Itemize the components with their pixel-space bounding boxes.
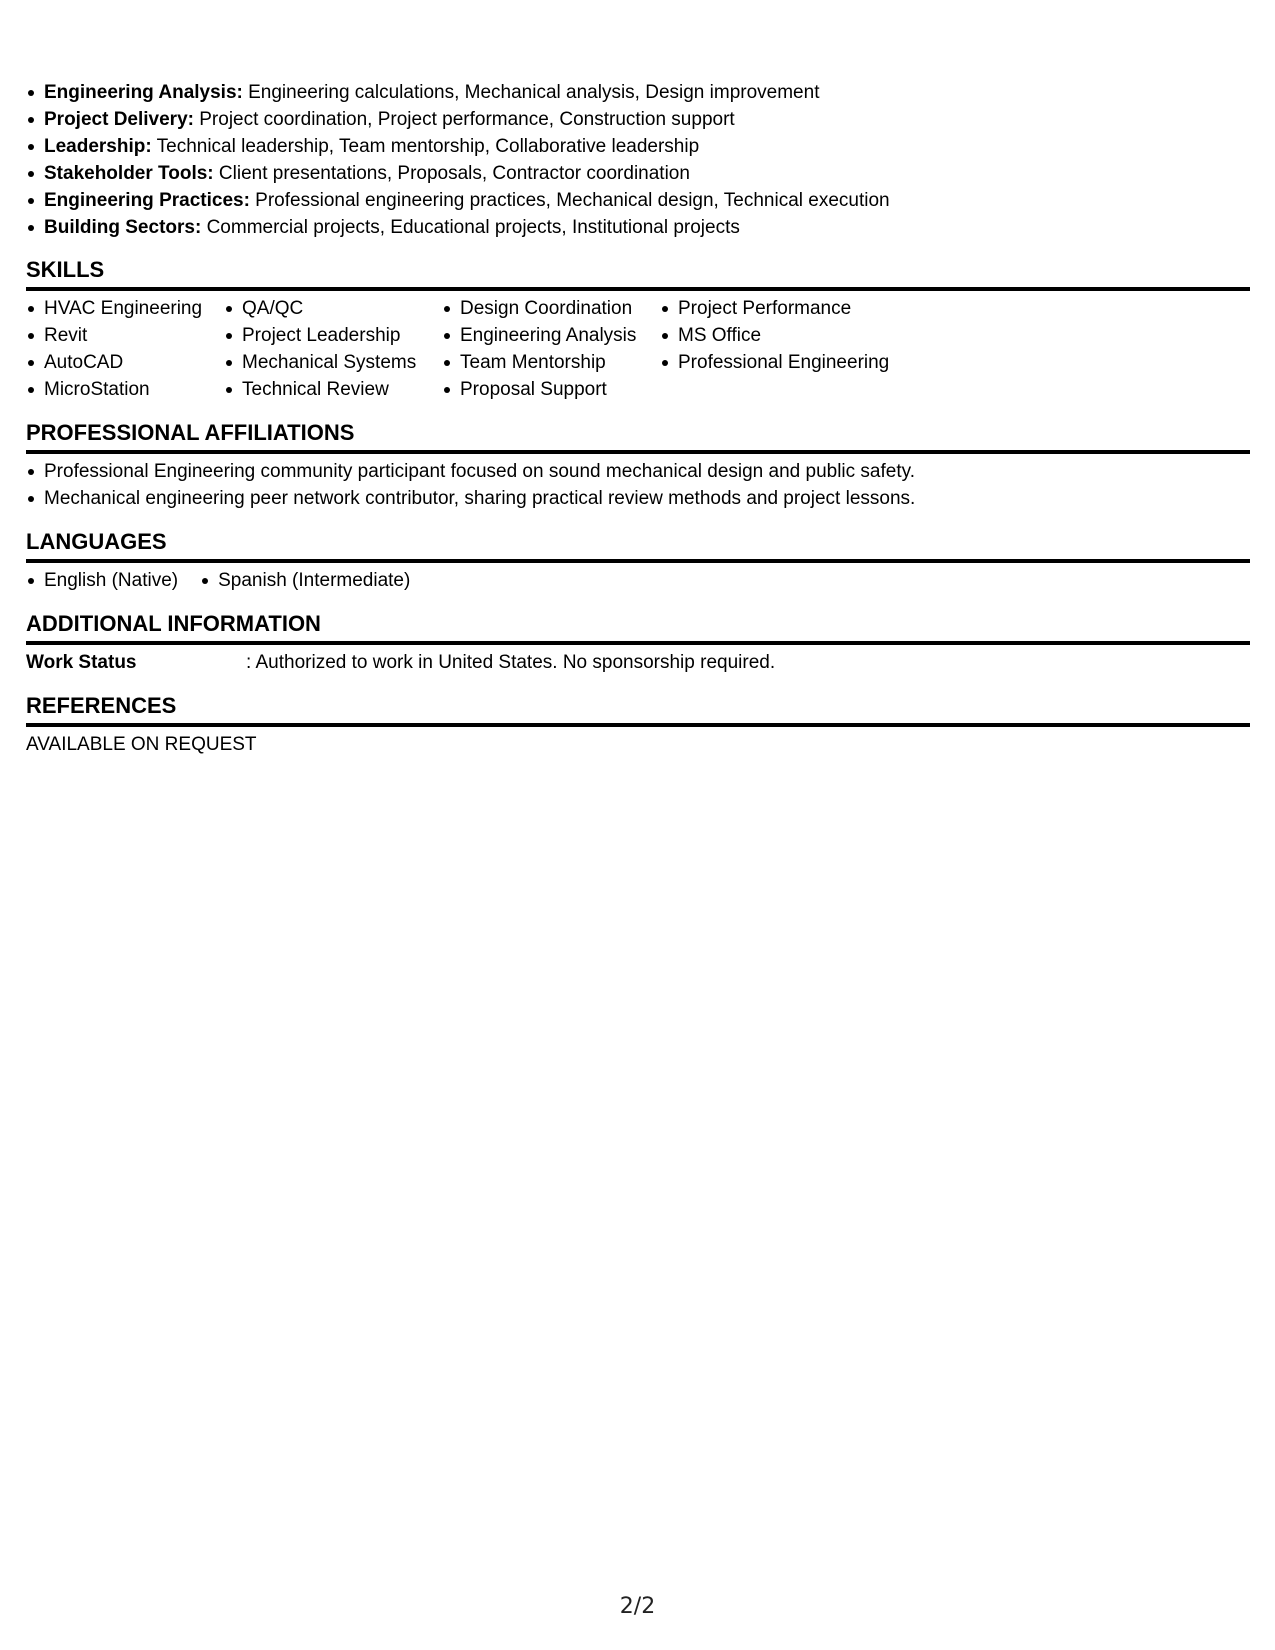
references-text: AVAILABLE ON REQUEST — [26, 734, 257, 755]
skills-column — [26, 295, 224, 403]
skills-column — [660, 295, 890, 403]
list-item — [26, 133, 1250, 160]
skill-item: Project Performance — [660, 295, 878, 322]
work-status-label: Work Status — [26, 652, 137, 673]
languages-list — [26, 567, 1250, 594]
language-column — [200, 567, 410, 594]
skills-column — [442, 295, 660, 403]
affiliations-list — [26, 458, 1250, 512]
skill-item: Project Leadership — [224, 322, 442, 349]
list-item — [26, 187, 1250, 214]
skill-item: MicroStation — [26, 376, 224, 403]
skill-item: Team Mentorship — [442, 349, 660, 376]
languages-heading: LANGUAGES — [26, 528, 1250, 563]
skill-item: Design Coordination — [442, 295, 660, 322]
highlight-text: Engineering calculations, Mechanical analysis, Design improvement — [242, 82, 820, 103]
highlights-list — [26, 79, 1250, 241]
skill-item: QA/QC — [224, 295, 442, 322]
affiliation-item: Professional Engineering community participant focused on sound mechanical design and public safety. — [26, 458, 1250, 485]
skill-item: Engineering Analysis — [442, 322, 660, 349]
highlight-text: Project coordination, Project performance, Construction support — [193, 109, 735, 130]
skills-grid — [26, 295, 1250, 403]
skills-heading: SKILLS — [26, 256, 1250, 291]
highlight-label: Stakeholder Tools: — [44, 163, 214, 184]
skill-item: Mechanical Systems — [224, 349, 442, 376]
affiliation-item: Mechanical engineering peer network contributor, sharing practical review methods and project lessons. — [26, 485, 1250, 512]
highlight-text: Technical leadership, Team mentorship, Collaborative leadership — [151, 136, 700, 157]
list-item — [26, 106, 1250, 133]
references-heading: REFERENCES — [26, 692, 1250, 727]
skill-item: MS Office — [660, 322, 878, 349]
work-status-value: : Authorized to work in United States. No sponsorship required. — [246, 652, 776, 673]
skill-item: AutoCAD — [26, 349, 224, 376]
skill-item: Proposal Support — [442, 376, 660, 403]
skill-item: Technical Review — [224, 376, 442, 403]
skill-item: Revit — [26, 322, 224, 349]
additional-info-heading: ADDITIONAL INFORMATION — [26, 610, 1250, 645]
highlight-text: Commercial projects, Educational projects, Institutional projects — [201, 217, 740, 238]
affiliations-heading: PROFESSIONAL AFFILIATIONS — [26, 419, 1250, 454]
resume-page — [26, 79, 1250, 758]
list-item — [26, 79, 1250, 106]
work-status-row — [26, 649, 1250, 676]
skill-item: HVAC Engineering — [26, 295, 224, 322]
highlight-label: Building Sectors: — [44, 217, 202, 238]
list-item — [26, 160, 1250, 187]
highlight-text: Professional engineering practices, Mechanical design, Technical execution — [249, 190, 890, 211]
highlight-label: Engineering Analysis: — [44, 82, 243, 103]
skill-item: Professional Engineering — [660, 349, 878, 376]
page-number: 2/2 — [619, 1594, 656, 1619]
highlight-text: Client presentations, Proposals, Contractor coordination — [213, 163, 690, 184]
skills-column — [224, 295, 442, 403]
highlight-label: Project Delivery: — [44, 109, 194, 130]
language-item: English (Native) — [26, 567, 178, 594]
list-item — [26, 214, 1250, 241]
highlight-label: Leadership: — [44, 136, 152, 157]
language-column — [26, 567, 178, 594]
highlight-label: Engineering Practices: — [44, 190, 250, 211]
language-item: Spanish (Intermediate) — [200, 567, 410, 594]
